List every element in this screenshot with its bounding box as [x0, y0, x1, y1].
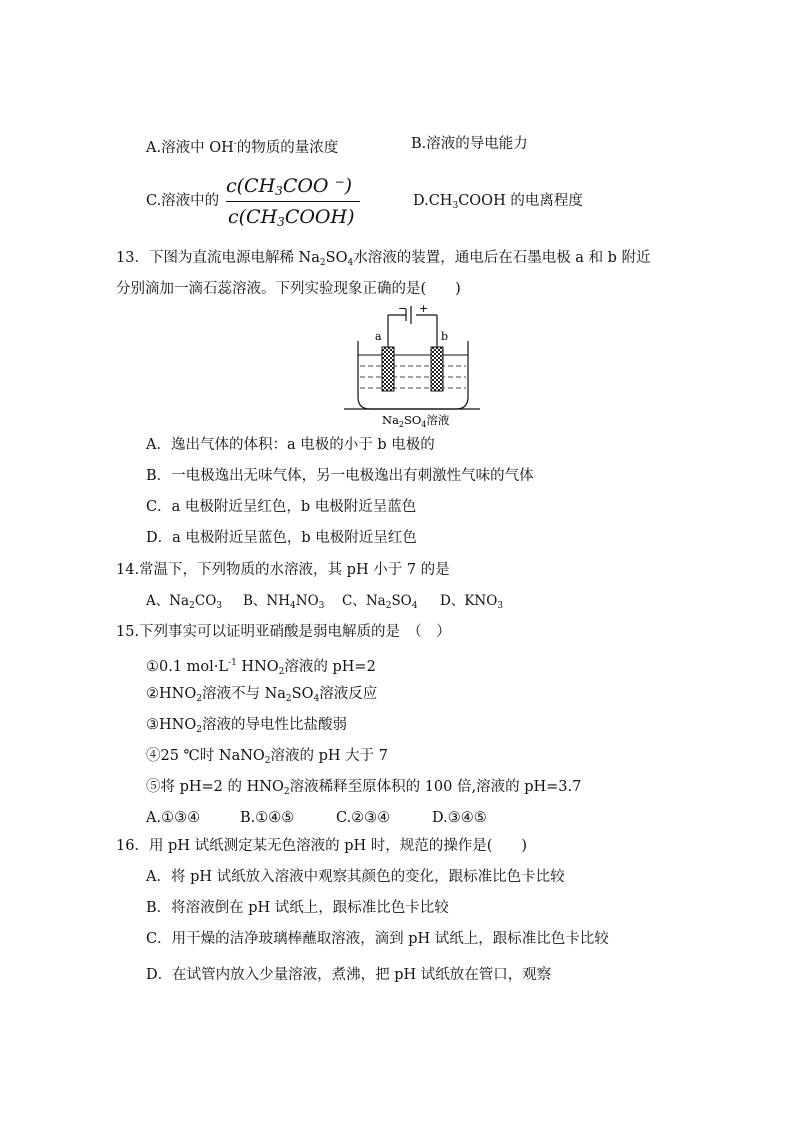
q13-stem-line2: 分别滴加一滴石蕊溶液。下列实验现象正确的是( ) — [116, 281, 461, 297]
beaker — [358, 341, 468, 409]
q13-option-d: D．a 电极附近呈蓝色，b 电极附近呈红色 — [146, 530, 417, 546]
q13-stem-line1: 13．下图为直流电源电解稀 $Na_2SO_4$水溶液的装置，通电后在石墨电极 a 和 b 附近 — [116, 250, 651, 268]
q13-option-c: C．a 电极附近呈红色，b 电极附近呈蓝色 — [146, 499, 417, 515]
q15-options — [146, 808, 487, 828]
q12-option-b: B.溶液的导电能力 — [411, 136, 528, 152]
q14-option-a: A、$Na_2CO_3$ — [146, 593, 222, 611]
figure-caption: $Na_2SO_4$溶液 — [382, 413, 450, 429]
graphite-electrode-a — [382, 347, 394, 391]
q12-fraction-bar — [226, 201, 360, 202]
q15-option-b: B.①④⑤ — [240, 810, 295, 826]
q15-statement-5: ⑤将 pH=2 的 $HNO_2$溶液稀释至原体积的 100 倍,溶液的 pH=3.7 — [146, 779, 582, 797]
battery-minus-label: − — [398, 303, 408, 315]
q15-option-d: D.③④⑤ — [432, 810, 487, 826]
electrode-b-label: b — [441, 330, 449, 343]
q15-stem: 15.下列事实可以证明亚硝酸是弱电解质的是 （ ） — [116, 624, 451, 640]
q14-option-b: B、$NH_4NO_3$ — [243, 593, 325, 611]
q15-statement-4: ④25 ℃时 NaNO$_2$溶液的 pH 大于 7 — [146, 748, 389, 766]
q16-stem: 16．用 pH 试纸测定某无色溶液的 pH 时，规范的操作是( ) — [116, 838, 528, 854]
q15-statement-1: ①0.1 $mol\cdot L^{-1}$ $HNO_2$溶液的 pH=2 — [146, 658, 376, 677]
q12-option-c-label: C.溶液中的 — [146, 193, 220, 209]
q14-options — [146, 591, 503, 616]
q12-fraction-denominator: $c(CH_3COOH)$ — [228, 206, 355, 229]
q16-option-a: A．将 pH 试纸放入溶液中观察其颜色的变化，跟标准比色卡比较 — [146, 869, 565, 885]
q14-stem: 14.常温下，下列物质的水溶液，其 pH 小于 7 的是 — [116, 562, 450, 578]
electrolysis-apparatus-figure — [340, 303, 490, 429]
q15-option-a: A.①③④ — [146, 810, 201, 826]
q13-option-a: A．逸出气体的体积：a 电极的小于 b 电极的 — [146, 437, 435, 453]
q12-option-d: $D.CH_3COOH$ 的电离程度 — [413, 193, 583, 211]
q15-statement-3: $③HNO_2$溶液的导电性比盐酸弱 — [146, 717, 347, 735]
battery-plus-label: + — [419, 303, 429, 315]
q14-option-c: C、$Na_2SO_4$ — [342, 593, 418, 611]
q15-statement-2: $②HNO_2$溶液不与 $Na_2SO_4$溶液反应 — [146, 686, 378, 704]
q12-option-a: A.溶液中 OH-的物质的量浓度 — [146, 139, 339, 156]
q13-option-b: B．一电极逸出无味气体，另一电极逸出有刺激性气味的气体 — [146, 468, 534, 484]
q16-option-d: D．在试管内放入少量溶液，煮沸，把 pH 试纸放在管口，观察 — [146, 967, 552, 983]
electrode-a-label: a — [375, 330, 382, 343]
q16-option-b: B．将溶液倒在 pH 试纸上，跟标准比色卡比较 — [146, 900, 449, 916]
q14-option-d: D、$KNO_3$ — [440, 593, 504, 611]
q15-option-c: C.②③④ — [336, 810, 391, 826]
graphite-electrode-b — [431, 347, 443, 391]
q16-option-c: C．用干燥的洁净玻璃棒蘸取溶液，滴到 pH 试纸上，跟标准比色卡比较 — [146, 931, 609, 947]
q12-fraction-numerator: $c(CH_3COO$ −) — [226, 175, 353, 198]
